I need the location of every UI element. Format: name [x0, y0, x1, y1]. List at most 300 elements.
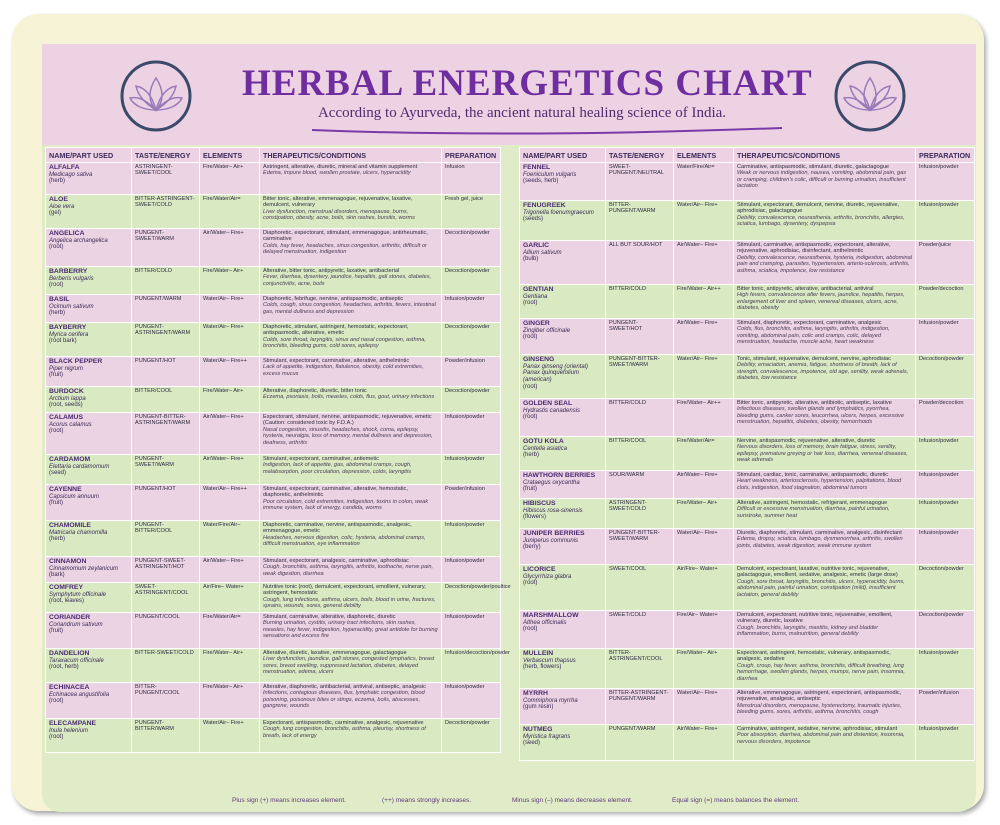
preparation-cell: Infusion/powder: [916, 319, 975, 355]
taste-cell: BITTER/COLD: [606, 399, 674, 437]
herb-actions: Bitter tonic, alterative, emmenagogue, rejuvenative, laxative, demulcent, vulnerary: [263, 196, 413, 209]
herb-actions: Diaphoretic, stimulant, astringent, hemostatic, expectorant, antispasmodic, alterative, emetic: [263, 324, 409, 337]
herb-name: NUTMEG: [523, 726, 553, 733]
elements-cell: Fire/Water– Air+: [674, 499, 734, 529]
elements-cell: Fire/Air– Water+: [674, 611, 734, 649]
herb-name-cell: [46, 229, 132, 267]
herb-name: CINNAMON: [49, 558, 87, 565]
herb-latin-name: Juniperus communis: [523, 537, 579, 544]
table-row: [46, 521, 501, 557]
taste-cell: BITTER/COLD: [606, 285, 674, 319]
table-row: [46, 455, 501, 485]
taste-cell: PUNGENT/WARM: [132, 295, 200, 323]
herb-part: (seed): [49, 470, 67, 477]
therapeutics-cell: [734, 285, 916, 319]
herb-part: (berry): [523, 544, 541, 551]
taste-cell: PUNGENT/COOL: [132, 613, 200, 649]
herb-name-cell: [46, 649, 132, 683]
herb-latin-name: Ocimum sativum: [49, 303, 94, 310]
col-header-therapeutics: THERAPEUTICS/CONDITIONS: [260, 148, 442, 163]
herb-indications: Headaches, nervous digestion, colic, hysteria, abdominal cramps, difficult menstruation, eye inflammation: [263, 534, 426, 548]
herb-part: (seeds, herb): [523, 178, 559, 185]
herb-part: (root): [49, 282, 64, 289]
herb-name-cell: [520, 565, 606, 611]
preparation-cell: Infusion: [442, 163, 501, 195]
table-row: [46, 413, 501, 455]
legend-plus: Plus sign (+) means increases element.: [232, 797, 346, 804]
herb-indications: Debility, convalescence, neurasthenia, arthritis, bronchitis, allergies, sciatica, lumbago, dysentery, dyspepsia: [737, 214, 905, 228]
herb-name: CHAMOMILE: [49, 522, 91, 529]
preparation-cell: Decoction/powder: [916, 565, 975, 611]
herb-actions: Diaphoretic, carminative, nervine, antispasmodic, analgesic, emmenagogue, emetic: [263, 522, 412, 535]
preparation-cell: Infusion/powder: [442, 455, 501, 485]
table-row: [46, 195, 501, 229]
herb-latin-name: Zingiber officinale: [523, 327, 571, 334]
chart-board: [12, 14, 984, 811]
herb-name-cell: [520, 649, 606, 689]
preparation-cell: Infusion/powder: [916, 471, 975, 499]
table-row: [520, 471, 975, 499]
herb-name-cell: [520, 725, 606, 761]
herb-indications: Liver dysfunction, jaundice, gall stones, congested lymphatics, breast sores, breast swelling, suppressed lactation, diabetes, delayed menstruation, edema, ulcers: [263, 656, 435, 676]
elements-cell: Water/Air– Fire++: [200, 357, 260, 387]
table-row: [46, 163, 501, 195]
preparation-cell: Decoction/powder: [442, 229, 501, 267]
herb-name-cell: [520, 529, 606, 565]
herb-name-cell: [520, 355, 606, 399]
herb-part: (herb): [523, 452, 540, 459]
herb-actions: Alterative, diaphoretic, antibacterial, antiviral, antiseptic, analgesic: [263, 684, 426, 690]
herb-name: GENTIAN: [523, 286, 554, 293]
herb-name: BASIL: [49, 296, 70, 303]
lotus-icon: [118, 58, 194, 134]
herb-actions: Stimulant, carminative, alterative, diaphoretic, diuretic: [263, 614, 396, 620]
herb-name-cell: [46, 557, 132, 583]
herb-indications: Infectious diseases, swollen glands and lymphatics, pyorrhea, bleeding gums, canker sores, leucorrhea, ulcers, herpes, excessive menstruation, hepatitis, diabetes, obesity, hemorrhoids: [737, 406, 904, 426]
herb-name: HIBISCUS: [523, 500, 556, 507]
taste-cell: PUNGENT-SWEET/WARM: [132, 455, 200, 485]
herb-part: (root): [523, 300, 538, 307]
table-header-row: [46, 148, 501, 163]
taste-cell: SOUR/WARM: [606, 471, 674, 499]
table-row: [46, 267, 501, 295]
table-header-row: [520, 148, 975, 163]
herb-name: CARDAMOM: [49, 456, 91, 463]
herb-latin-name: Verbascum thapsus: [523, 657, 576, 664]
table-row: [46, 719, 501, 753]
herb-name: FENNEL: [523, 164, 551, 171]
preparation-cell: Powder/infusion: [442, 485, 501, 521]
herb-indications: High fevers, convalescence after fevers, jaundice, hepatitis, herpes, enlargement of liver and spleen, venereal diseases, ulcers, acne, diabetes, obesity: [737, 292, 905, 312]
lotus-icon: [832, 58, 908, 134]
herb-name-cell: [520, 201, 606, 241]
table-row: [520, 565, 975, 611]
taste-cell: PUNGENT-BITTER/COOL: [132, 521, 200, 557]
taste-cell: BITTER-SWEET/COLD: [132, 649, 200, 683]
herb-indications: Weak or nervous indigestion, nausea, vomiting, abdominal pain, gas or cramping, children's colic, difficult or burning urination, insufficient lactation: [737, 170, 907, 190]
therapeutics-cell: [260, 163, 442, 195]
herb-table-right: [519, 147, 975, 761]
preparation-cell: Infusion/powder: [442, 683, 501, 719]
herb-latin-name: Aloe vera: [49, 203, 75, 210]
therapeutics-cell: [734, 499, 916, 529]
therapeutics-cell: [734, 611, 916, 649]
table-row: [46, 557, 501, 583]
table-row: [520, 163, 975, 201]
herb-name: CORIANDER: [49, 614, 91, 621]
elements-cell: Air/Water– Fire+: [200, 413, 260, 455]
table-row: [520, 649, 975, 689]
herb-name-cell: [520, 399, 606, 437]
herb-name: FENUGREEK: [523, 202, 566, 209]
therapeutics-cell: [260, 267, 442, 295]
page-subtitle: According to Ayurveda, the ancient natural healing science of India.: [317, 105, 727, 121]
therapeutics-cell: [260, 413, 442, 455]
herb-indications: Poor absorption, diarrhea, abdominal pain and distention, insomnia, nervous disorders, impotence: [737, 732, 905, 745]
preparation-cell: Powder/decoction: [916, 285, 975, 319]
herb-actions: Stimulant, diaphoretic, expectorant, carminative, analgesic: [737, 320, 882, 326]
herb-name-cell: [520, 285, 606, 319]
herb-part: (root): [523, 414, 538, 421]
therapeutics-cell: [260, 485, 442, 521]
herb-name: DANDELION: [49, 650, 90, 657]
therapeutics-cell: [734, 163, 916, 201]
therapeutics-cell: [734, 689, 916, 725]
herb-part: (fruit): [49, 372, 63, 379]
herb-name: CALAMUS: [49, 414, 83, 421]
preparation-cell: Powder/infusion: [442, 357, 501, 387]
herb-name-cell: [46, 295, 132, 323]
elements-cell: Water/Air– Fire+: [674, 201, 734, 241]
legend-equal: Equal sign (=) means balances the element.: [672, 797, 800, 804]
herb-actions: Expectorant, stimulant, nervine, antispasmodic, rejuvenative, emetic (Caution: considered toxic by F.D.A.): [263, 414, 432, 427]
herb-actions: Bitter tonic, antipyretic, alterative, antibiotic, antiseptic, laxative: [737, 400, 892, 406]
herb-actions: Stimulant, expectorant, demulcent, nervine, diuretic, rejuvenative, aphrodisiac, galactagogue: [737, 202, 899, 215]
herb-actions: Stimulant, expectorant, carminative, alterative, hemostatic, diaphoretic, anthelmintic: [263, 486, 408, 499]
therapeutics-cell: [260, 583, 442, 613]
herb-latin-name: Crataegus oxycantha: [523, 479, 580, 486]
herb-actions: Expectorant, astringent, hemostatic, vulnerary, antispasmodic, analgesic, sedative: [737, 650, 891, 663]
herb-name: MULLEIN: [523, 650, 554, 657]
herb-indications: Indigestion, lack of appetite, gas, abdominal cramps, cough, malabsorption, poor circulation, depression, colds, laryngitis: [263, 462, 412, 475]
taste-cell: BITTER-ASTRINGENT-PUNGENT/WARM: [606, 689, 674, 725]
therapeutics-cell: [260, 521, 442, 557]
elements-cell: Air/Water– Fire+: [674, 241, 734, 285]
therapeutics-cell: [260, 683, 442, 719]
elements-cell: Water/Fire/Air–: [200, 521, 260, 557]
herb-name: ALOE: [49, 196, 68, 203]
herb-part: (fruit): [523, 486, 537, 493]
preparation-cell: Decoction/powder: [442, 267, 501, 295]
herb-indications: Nervous disorders, loss of memory, brain fatigue, stress, senility, epilepsy, premature greying or hair loss, diarrhea, venereal diseases, weak adrenals: [737, 444, 908, 464]
col-header-elements: ELEMENTS: [200, 148, 260, 163]
preparation-cell: Powder/decoction: [916, 399, 975, 437]
herb-name-cell: [520, 611, 606, 649]
herb-name: CAYENNE: [49, 486, 82, 493]
herb-name: BARBERRY: [49, 268, 88, 275]
herb-latin-name: Symphytum officinale: [49, 591, 107, 598]
taste-cell: BITTER/COOL: [606, 437, 674, 471]
therapeutics-cell: [734, 241, 916, 285]
herb-part: (gum resin): [523, 704, 554, 711]
herb-actions: Stimulant, cardiac, tonic, carminative, antispasmodic, diuretic: [737, 472, 889, 478]
herb-part: (root): [523, 580, 538, 587]
herb-indications: Colds, cough, sinus congestion, headaches, arthritis, fevers, intestinal gas, mental dullness and depression: [263, 302, 436, 315]
herb-part: (root, seeds): [49, 402, 83, 409]
herb-part: (bulb): [523, 256, 539, 263]
herb-part: (root, leaves): [49, 598, 85, 605]
herb-indications: Difficult or excessive menstruation, diarrhea, painful urination, sunstroke, summer heat: [737, 506, 890, 519]
therapeutics-cell: [734, 319, 916, 355]
taste-cell: ALL BUT SOUR/HOT: [606, 241, 674, 285]
herb-latin-name: Piper nigrum: [49, 365, 84, 372]
therapeutics-cell: [260, 649, 442, 683]
herb-latin-name: Allium sativum: [523, 249, 562, 256]
table-row: [520, 725, 975, 761]
elements-cell: Fire/Water– Air+: [674, 649, 734, 689]
herb-name-cell: [46, 613, 132, 649]
preparation-cell: Infusion/powder: [916, 529, 975, 565]
table-row: [46, 295, 501, 323]
table-row: [520, 399, 975, 437]
table-row: [46, 323, 501, 357]
therapeutics-cell: [260, 613, 442, 649]
therapeutics-cell: [260, 719, 442, 753]
taste-cell: BITTER/COOL: [132, 387, 200, 413]
herb-name: HAWTHORN BERRIES: [523, 472, 596, 479]
elements-cell: Fire/Water– Air+: [200, 683, 260, 719]
preparation-cell: Infusion/powder: [916, 499, 975, 529]
herb-name: COMFREY: [49, 584, 83, 591]
therapeutics-cell: [260, 295, 442, 323]
col-header-name: NAME/PART USED: [46, 148, 132, 163]
herb-part: (root): [49, 734, 64, 741]
herb-actions: Alterative, diaphoretic, diuretic, bitter tonic: [263, 388, 367, 394]
herb-actions: Nutritive tonic (root), demulcent, expectorant, emollient, vulnerary, astringent, hemostatic: [263, 584, 426, 597]
taste-cell: PUNGENT-SWEET/HOT: [606, 319, 674, 355]
taste-cell: PUNGENT-BITTER-ASTRINGENT/WARM: [132, 413, 200, 455]
col-header-preparation: PREPARATION: [442, 148, 501, 163]
preparation-cell: Infusion/powder: [442, 521, 501, 557]
herb-actions: Diaphoretic, febrifuge, nervine, antispasmodic, antiseptic: [263, 296, 404, 302]
herb-name-cell: [520, 437, 606, 471]
therapeutics-cell: [734, 565, 916, 611]
taste-cell: PUNGENT-SWEET/WARM: [132, 229, 200, 267]
herb-actions: Demulcent, expectorant, nutritive tonic, rejuvenative, emollient, vulnerary, diuretic, laxative: [737, 612, 893, 625]
preparation-cell: Decoction/powder: [442, 719, 501, 753]
preparation-cell: Infusion/powder: [916, 649, 975, 689]
taste-cell: SWEET/COLD: [606, 611, 674, 649]
table-row: [520, 499, 975, 529]
herb-part: (gel): [49, 210, 62, 217]
table-row: [46, 387, 501, 413]
herb-name: GINSENG: [523, 356, 555, 363]
herb-part: (herb): [49, 178, 66, 185]
herb-latin-name: Capsicum annuum: [49, 493, 100, 500]
herb-name: ALFALFA: [49, 164, 80, 171]
taste-cell: PUNGENT-BITTER-SWEET/WARM: [606, 529, 674, 565]
herb-indications: Cough, croup, hay fever, asthma, bronchitis, difficult breathing, lung hemorrhage, swollen glands, herpes, mumps, nerve pain, insomnia, diarrhea: [737, 662, 905, 682]
herb-part: (root): [523, 334, 538, 341]
col-header-name: NAME/PART USED: [520, 148, 606, 163]
herb-actions: Alterative, emmenagogue, astringent, expectorant, antispasmodic, rejuvenative, analgesic, antiseptic: [737, 690, 902, 703]
herb-actions: Stimulant, expectorant, carminative, alterative, anthelmintic: [263, 358, 410, 364]
preparation-cell: Decoction/powder: [916, 355, 975, 399]
preparation-cell: Infusion/powder: [442, 557, 501, 583]
herb-name: GARLIC: [523, 242, 550, 249]
taste-cell: BITTER-ASTRINGENT-SWEET/COLD: [132, 195, 200, 229]
herb-latin-name: Trigonella foenumgraecum: [523, 209, 594, 216]
elements-cell: Water/Air– Fire+: [200, 295, 260, 323]
taste-cell: PUNGENT-BITTER/WARM: [132, 719, 200, 753]
herb-part: (herb): [49, 310, 66, 317]
herb-name-cell: [46, 267, 132, 295]
herb-name: ECHINACEA: [49, 684, 90, 691]
preparation-cell: Infusion/powder: [442, 295, 501, 323]
herb-latin-name: Arctium lappa: [49, 395, 86, 402]
legend-double-plus: (++) means strongly increases.: [382, 797, 472, 804]
herb-latin-name: Panax ginseng (oriental) Panax quinquefolium (american): [523, 363, 589, 384]
preparation-cell: Infusion/powder: [916, 725, 975, 761]
herb-latin-name: Althea officinalis: [523, 619, 567, 626]
preparation-cell: Infusion/powder: [442, 613, 501, 649]
col-header-elements: ELEMENTS: [674, 148, 734, 163]
table-row: [46, 357, 501, 387]
elements-cell: Water/Air– Fire+: [674, 689, 734, 725]
elements-cell: Water/Fire/Air=: [674, 163, 734, 201]
herb-latin-name: Cinnamomum zeylanicum: [49, 565, 119, 572]
table-row: [46, 485, 501, 521]
herb-latin-name: Taraxacum officinale: [49, 657, 104, 664]
taste-cell: ASTRINGENT-SWEET/COOL: [132, 163, 200, 195]
elements-cell: Fire/Water– Air+: [200, 649, 260, 683]
herb-part: (root bark): [49, 338, 77, 345]
herb-latin-name: Commiphora myrrha: [523, 697, 578, 704]
herb-indications: Liver dysfunction, menstrual disorders, menopause, burns, constipation, obesity, acne, boils, skin rashes, bursitis, worms: [263, 208, 415, 222]
therapeutics-cell: [734, 649, 916, 689]
elements-cell: Fire/Water– Air++: [674, 285, 734, 319]
herb-actions: Stimulant, expectorant, analgesic, carminative, aphrodisiac: [263, 558, 409, 564]
herb-part: (flowers): [523, 514, 547, 521]
col-header-taste: TASTE/ENERGY: [132, 148, 200, 163]
herb-latin-name: Elettaria cardamomum: [49, 463, 110, 470]
elements-cell: Fire/Water– Air+: [200, 387, 260, 413]
page-title: HERBAL ENERGETICS CHART: [242, 63, 813, 104]
elements-cell: Air/Water– Fire+: [200, 229, 260, 267]
herb-indications: Cough, bronchitis, asthma, laryngitis, arthritis, toothache, nerve pain, weak digestion, diarrhea: [263, 564, 434, 577]
herb-latin-name: Hydrastis canadensis: [523, 407, 581, 414]
table-row: [520, 201, 975, 241]
elements-cell: Fire/Water– Air+: [200, 163, 260, 195]
herb-latin-name: Hibiscus rosa-sinensis: [523, 507, 583, 514]
therapeutics-cell: [734, 725, 916, 761]
herb-name-cell: [520, 689, 606, 725]
herb-indications: Fever, diarrhea, dysentery, jaundice, hepatitis, gall stones, diabetes, conjunctivitis, acne, boils: [263, 274, 432, 287]
table-row: [520, 241, 975, 285]
taste-cell: ASTRINGENT-SWEET/COLD: [606, 499, 674, 529]
preparation-cell: Decoction/powder: [916, 611, 975, 649]
therapeutics-cell: [260, 229, 442, 267]
herb-latin-name: Myrica cerifera: [49, 331, 89, 338]
herb-name-cell: [46, 323, 132, 357]
herb-name-cell: [46, 195, 132, 229]
herb-indications: Poor circulation, cold extremities, indigestion, toxins in colon, weak immune system, lack of energy, candida, worms: [263, 498, 429, 512]
therapeutics-cell: [734, 355, 916, 399]
herb-name-cell: [520, 471, 606, 499]
herb-actions: Expectorant, antispasmodic, carminative, analgesic, rejuvenative: [263, 720, 424, 726]
herb-latin-name: Centella asiatica: [523, 445, 568, 452]
elements-cell: Air/Water– Fire+: [674, 725, 734, 761]
elements-cell: Water/Air– Fire+: [674, 355, 734, 399]
herb-actions: Alterative, diuretic, laxative, emmenagogue, galactagogue: [263, 650, 407, 656]
elements-cell: Water/Air– Fire+: [674, 529, 734, 565]
herb-part: (herb, flowers): [523, 664, 562, 671]
herb-name-cell: [520, 499, 606, 529]
herb-name-cell: [46, 583, 132, 613]
table-row: [46, 613, 501, 649]
therapeutics-cell: [734, 471, 916, 499]
taste-cell: SWEET-ASTRINGENT/COOL: [132, 583, 200, 613]
herb-name: GOTU KOLA: [523, 438, 564, 445]
col-header-taste: TASTE/ENERGY: [606, 148, 674, 163]
preparation-cell: Decoction/powder: [442, 323, 501, 357]
herb-indications: Nasal congestion, sinusitis, headaches, shock, coma, epilepsy, hysteria, neuralgia, loss of memory, mental dullness and depression, deafness, arthritis: [263, 426, 433, 446]
herb-actions: Bitter tonic, antipyretic, alterative, antibacterial, antiviral: [737, 286, 874, 292]
herb-table-left: [45, 147, 511, 753]
elements-cell: Air/Fire– Water+: [674, 565, 734, 611]
herb-actions: Diaphoretic, expectorant, stimulant, emmenagogue, antirheumatic, carminative: [263, 230, 428, 243]
herb-latin-name: Inula helenium: [49, 727, 89, 734]
elements-cell: Fire/Water/Air=: [674, 437, 734, 471]
herb-actions: Tonic, stimulant, rejuvenative, demulcent, nervine, aphrodisiac: [737, 356, 891, 362]
col-header-therapeutics: THERAPEUTICS/CONDITIONS: [734, 148, 916, 163]
therapeutics-cell: [260, 557, 442, 583]
herb-name-cell: [520, 241, 606, 285]
taste-cell: BITTER-PUNGENT/WARM: [606, 201, 674, 241]
table-row: [46, 229, 501, 267]
elements-cell: Air/Water– Fire+: [200, 455, 260, 485]
herb-name-cell: [46, 163, 132, 195]
herb-indications: Cough, bronchitis, laryngitis, mastitis, kidney and bladder inflammation, burns, malnutrition, general debility: [737, 624, 879, 638]
herb-part: (root): [49, 698, 64, 705]
elements-cell: Fire/Water/Air=: [200, 613, 260, 649]
herb-indications: Eczema, psoriasis, boils, measles, colds, flus, gout, urinary infections: [263, 394, 435, 401]
elements-cell: Water/Air– Fire+: [200, 323, 260, 357]
herb-actions: Stimulant, carminative, antispasmodic, expectorant, alterative, rejuvenative, aphrodisiac, disinfectant, anthelmintic: [737, 242, 891, 255]
herb-name-cell: [46, 683, 132, 719]
herb-indications: Burning urination, cystitis, urinary tract infections, skin rashes, measles, hay fever, indigestion, hyperacidity, great antidote for burning sensations and excess fire: [263, 620, 438, 640]
elements-cell: Fire/Water/Air=: [200, 195, 260, 229]
therapeutics-cell: [734, 201, 916, 241]
herb-indications: Debility, convalescence, neurasthenia, hysteria, indigestion, abdominal pain and cramping, parasites, hypertension, arterio-sclerosis, arthritis, asthma, sciatica, impotence, low resistance: [737, 254, 912, 274]
herb-indications: Colds, flus, bronchitis, asthma, laryngitis, arthritis, indigestion, vomiting, abdominal pain, colic and cramps, colic, delayed menstruation, headache, muscle ache, heart weakness: [737, 326, 890, 346]
herb-indications: Colds, sore throat, laryngitis, sinus and nasal congestion, asthma, bronchitis, bleeding gums, cold sores, epilepsy: [263, 336, 426, 350]
taste-cell: SWEET-PUNGENT/NEUTRAL: [606, 163, 674, 201]
taste-cell: SWEET/COOL: [606, 565, 674, 611]
elements-cell: Air/Water– Fire+: [200, 557, 260, 583]
preparation-cell: Fresh gel, juice: [442, 195, 501, 229]
table-row: [520, 319, 975, 355]
herb-latin-name: Myristica fragrans: [523, 733, 571, 740]
herb-latin-name: Matricaria chamomilla: [49, 529, 108, 536]
elements-cell: Air/Water– Fire+: [674, 319, 734, 355]
taste-cell: BITTER-ASTRINGENT/COOL: [606, 649, 674, 689]
therapeutics-cell: [260, 323, 442, 357]
therapeutics-cell: [260, 455, 442, 485]
elements-cell: Air/Fire– Water+: [200, 583, 260, 613]
herb-actions: Alterative, astringent, hemostatic, refrigerant, emmenagogue: [737, 500, 888, 506]
herb-name-cell: [46, 455, 132, 485]
